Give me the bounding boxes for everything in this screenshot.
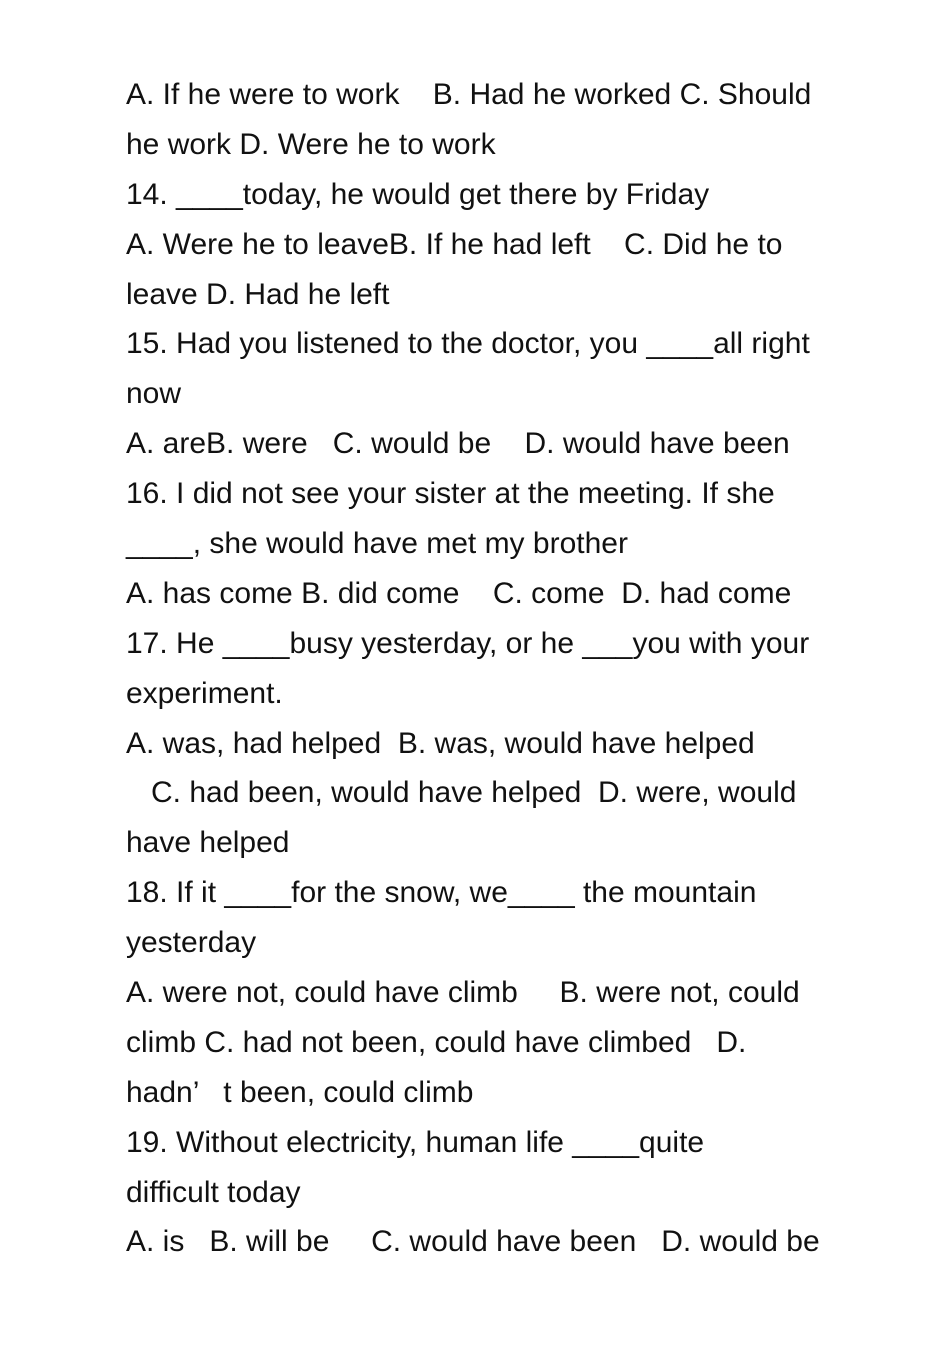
option-line-14: A. Were he to leaveB. If he had left C. Did he to [126, 227, 783, 261]
option-line-18: A. were not, could have climb B. were not, could [126, 976, 800, 1010]
question-17-cont: experiment. [126, 676, 283, 710]
question-14: 14. ____today, he would get there by Friday [126, 177, 710, 211]
question-19: 19. Without electricity, human life ____quite [126, 1125, 705, 1159]
option-line-18-end: hadn’ t been, could climb [126, 1075, 474, 1109]
option-line-13: A. If he were to work B. Had he worked C. Should [126, 78, 812, 111]
question-18: 18. If it ____for the snow, we____ the mountain [126, 876, 757, 910]
option-line-14-cont: leave D. Had he left [126, 277, 390, 311]
option-line-17-cont: C. had been, would have helped D. were, would [126, 776, 797, 810]
exercise-text [126, 70, 866, 1267]
question-16-cont: ____, she would have met my brother [126, 527, 628, 561]
question-16: 16. I did not see your sister at the meeting. If she [126, 477, 775, 511]
question-17: 17. He ____busy yesterday, or he ___you with your [126, 626, 810, 660]
question-18-cont: yesterday [126, 926, 257, 960]
option-line-19: A. is B. will be C. would have been D. would be [126, 1225, 820, 1259]
question-15-cont: now [126, 377, 182, 411]
option-line-18-cont: climb C. had not been, could have climbed D. [126, 1025, 747, 1059]
option-line-17-end: have helped [126, 826, 290, 860]
option-line-17: A. was, had helped B. was, would have helped [126, 726, 755, 760]
option-line-16: A. has come B. did come C. come D. had come [126, 576, 792, 610]
question-15: 15. Had you listened to the doctor, you ____all right [126, 327, 810, 361]
option-line-15: A. areB. were C. would be D. would have been [126, 427, 790, 461]
question-19-cont: difficult today [126, 1175, 301, 1209]
option-line-13-cont: he work D. Were he to work [126, 127, 496, 161]
